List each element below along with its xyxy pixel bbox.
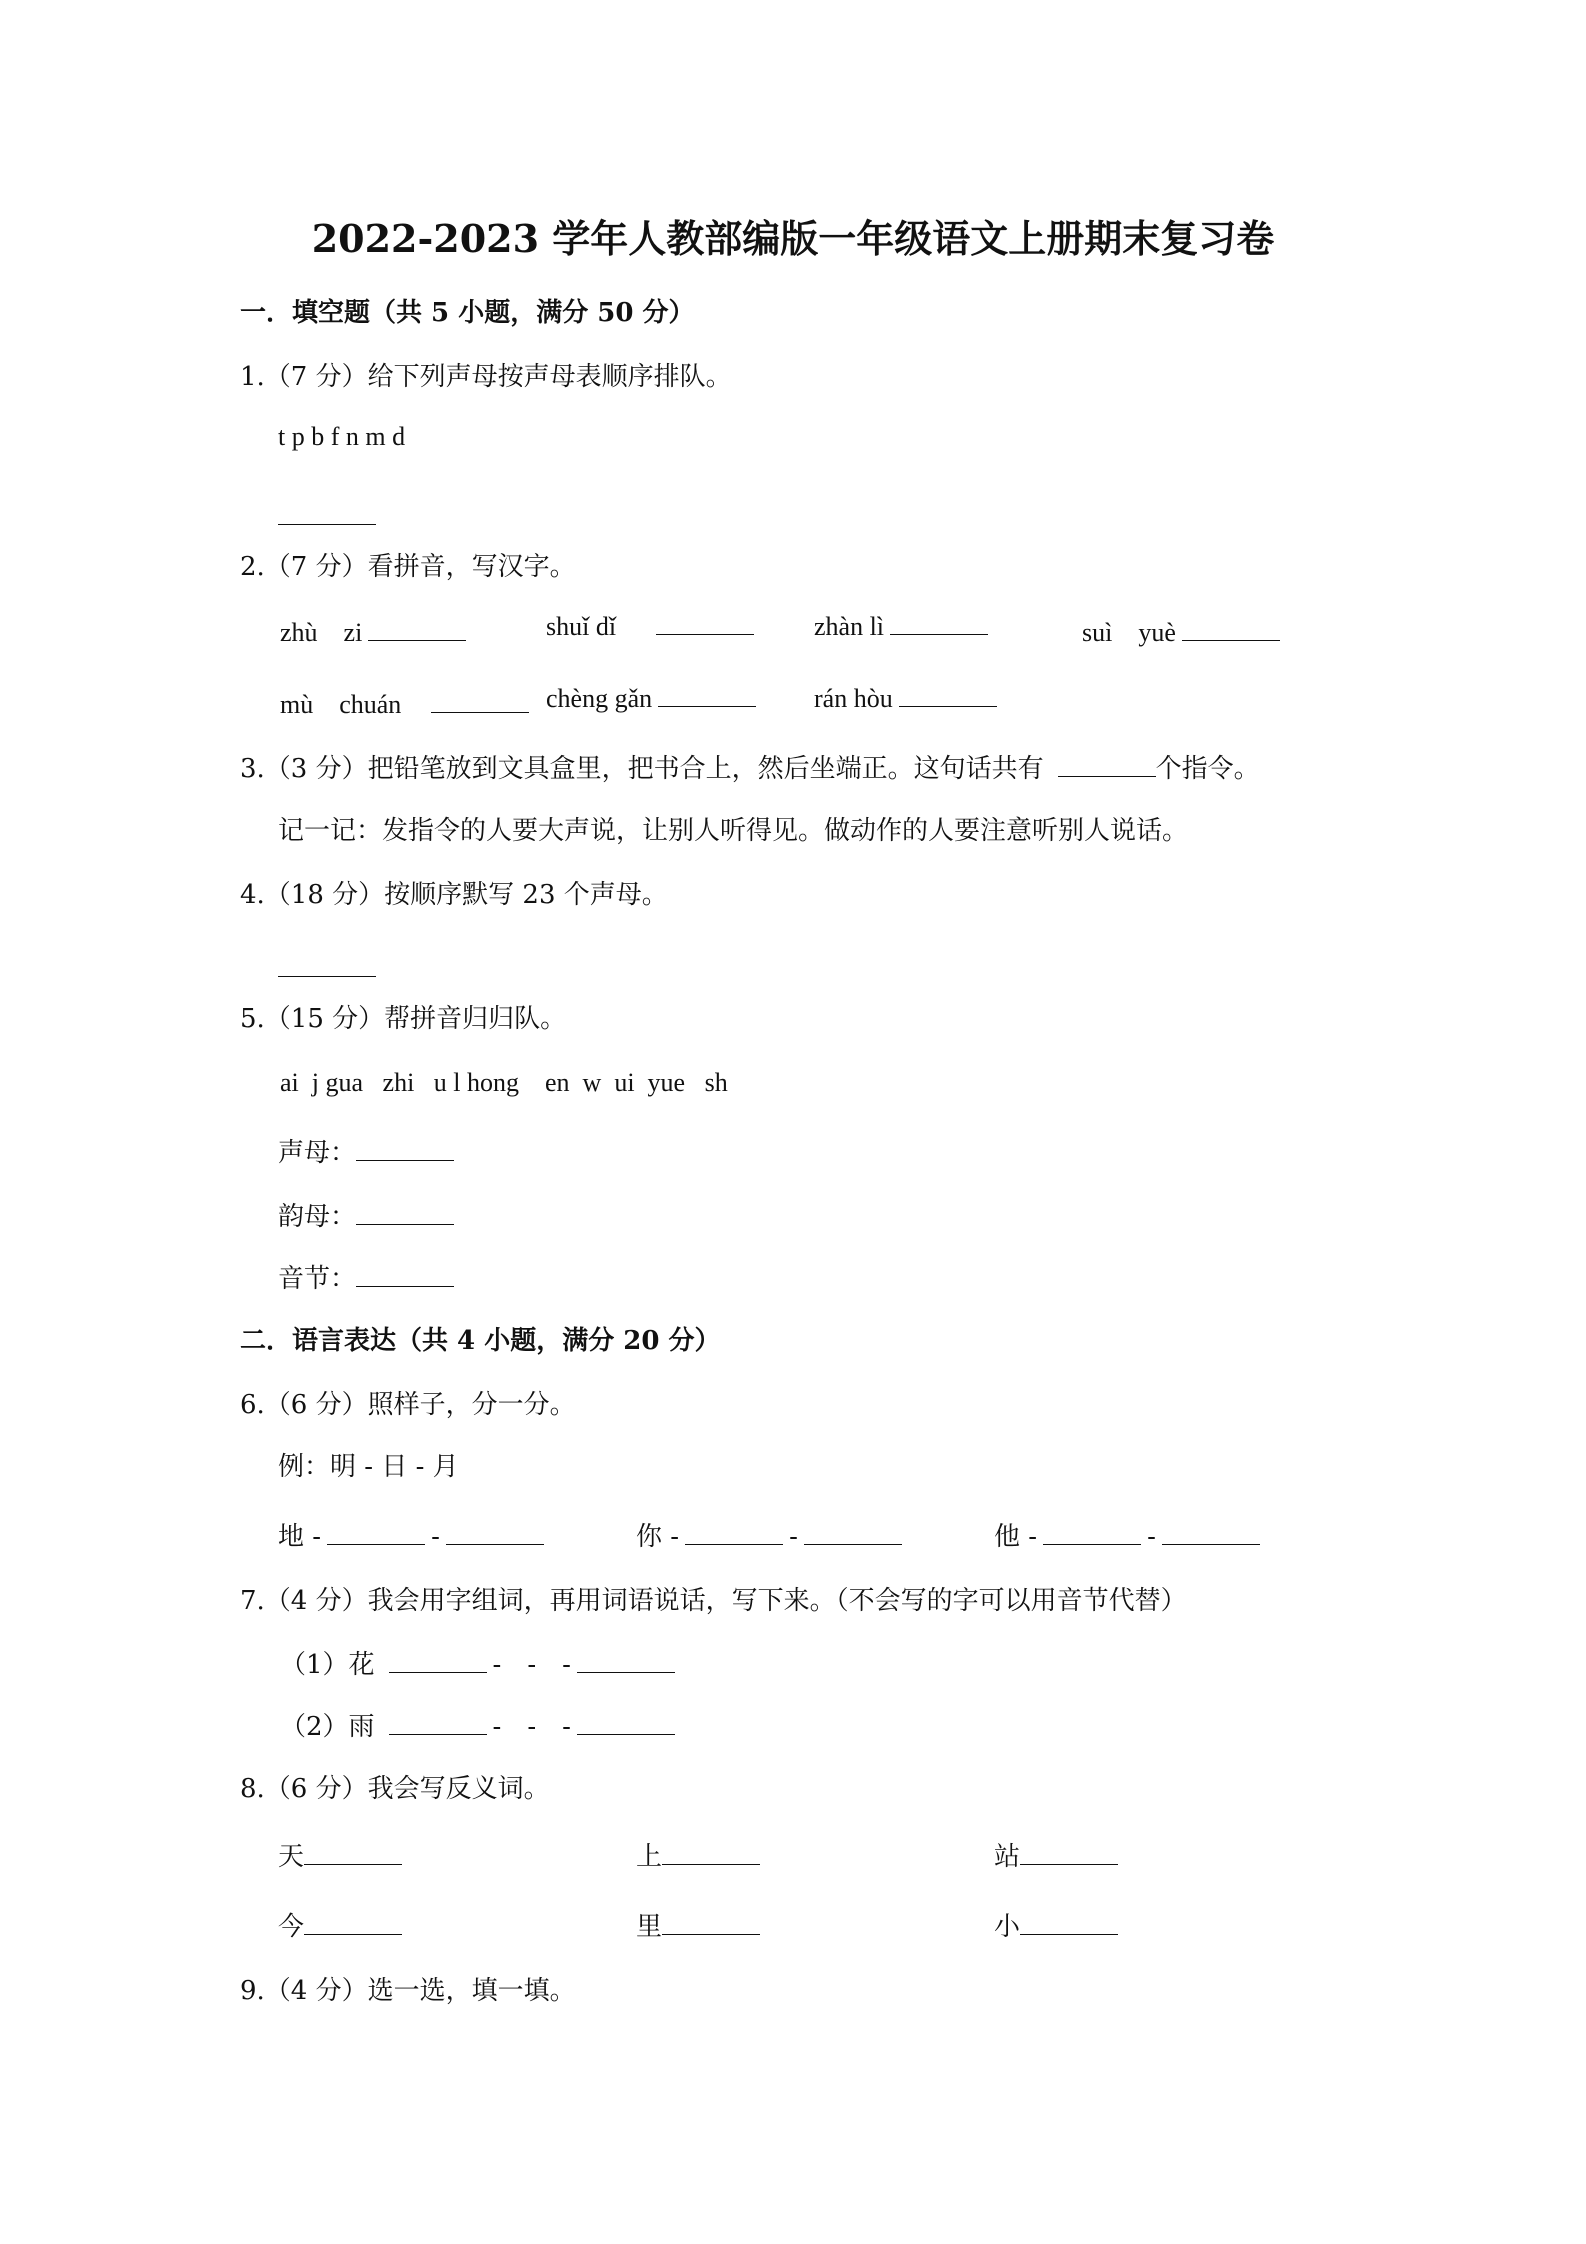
answer-blank[interactable] bbox=[804, 1544, 902, 1545]
antonym-item: 里 bbox=[636, 1906, 760, 1943]
split-item: 他 - - bbox=[994, 1516, 1266, 1553]
question-8-stem: 8.（6 分）我会写反义词。 bbox=[240, 1774, 550, 1804]
question-5-stem: 5.（15 分）帮拼音归归队。 bbox=[240, 1004, 567, 1034]
antonym-item: 上 bbox=[636, 1836, 760, 1873]
question-1-letters: t p b f n m d bbox=[278, 422, 406, 451]
answer-blank[interactable] bbox=[890, 634, 988, 635]
answer-blank[interactable] bbox=[1162, 1544, 1260, 1545]
answer-blank[interactable] bbox=[1020, 1864, 1118, 1865]
answer-blank[interactable] bbox=[1182, 640, 1280, 641]
answer-blank[interactable] bbox=[577, 1734, 675, 1735]
pinyin-item: mù chuán bbox=[280, 684, 535, 721]
question-7-stem: 7.（4 分）我会用字组词，再用词语说话，写下来。（不会写的字可以用音节代替） bbox=[240, 1586, 1187, 1616]
pinyin-item: suì yuè bbox=[1082, 612, 1286, 649]
pinyin-item: shuǐ dǐ bbox=[546, 612, 760, 642]
answer-blank[interactable] bbox=[304, 1934, 402, 1935]
word-item: （2）雨 - - - bbox=[280, 1706, 681, 1743]
answer-blank[interactable] bbox=[662, 1934, 760, 1935]
pinyin-item: rán hòu bbox=[814, 684, 1003, 714]
answer-blank[interactable] bbox=[656, 634, 754, 635]
split-item: 你 - - bbox=[636, 1516, 908, 1553]
answer-blank[interactable] bbox=[389, 1672, 487, 1673]
section-1-heading: 一．填空题（共 5 小题，满分 50 分） bbox=[240, 298, 695, 328]
antonym-item: 天 bbox=[278, 1836, 402, 1873]
page-title: 2022-2023 学年人教部编版一年级语文上册期末复习卷 bbox=[311, 216, 1275, 261]
question-2-stem: 2.（7 分）看拼音，写汉字。 bbox=[240, 552, 576, 582]
pinyin-item: zhù zi bbox=[280, 612, 472, 649]
word-item: （1）花 - - - bbox=[280, 1644, 681, 1681]
answer-line-yinjie: 音节： bbox=[278, 1258, 454, 1295]
answer-blank[interactable] bbox=[368, 640, 466, 641]
answer-blank[interactable] bbox=[356, 1224, 454, 1225]
antonym-item: 小 bbox=[994, 1906, 1118, 1943]
answer-blank[interactable] bbox=[304, 1864, 402, 1865]
question-1-stem: 1.（7 分）给下列声母按声母表顺序排队。 bbox=[240, 362, 732, 392]
answer-blank[interactable] bbox=[389, 1734, 487, 1735]
answer-blank[interactable] bbox=[1058, 776, 1156, 777]
answer-blank[interactable] bbox=[327, 1544, 425, 1545]
question-5-items: ai j gua zhi u l hong en w ui yue sh bbox=[280, 1068, 728, 1097]
split-item: 地 - - bbox=[278, 1516, 550, 1553]
antonym-item: 今 bbox=[278, 1906, 402, 1943]
pinyin-item: chèng gǎn bbox=[546, 684, 762, 714]
pinyin-item: zhàn lì bbox=[814, 612, 994, 642]
answer-blank[interactable] bbox=[577, 1672, 675, 1673]
answer-blank[interactable] bbox=[356, 1286, 454, 1287]
answer-blank[interactable] bbox=[1043, 1544, 1141, 1545]
section-2-heading: 二．语言表达（共 4 小题，满分 20 分） bbox=[240, 1326, 721, 1356]
answer-blank[interactable] bbox=[658, 706, 756, 707]
question-6-stem: 6.（6 分）照样子，分一分。 bbox=[240, 1390, 576, 1420]
answer-blank[interactable] bbox=[899, 706, 997, 707]
answer-blank[interactable] bbox=[1020, 1934, 1118, 1935]
question-4-stem: 4.（18 分）按顺序默写 23 个声母。 bbox=[240, 880, 668, 910]
answer-line-yunmu: 韵母： bbox=[278, 1196, 454, 1233]
antonym-item: 站 bbox=[994, 1836, 1118, 1873]
question-1-answer-blank[interactable] bbox=[278, 510, 376, 529]
answer-blank[interactable] bbox=[446, 1544, 544, 1545]
question-3-note: 记一记：发指令的人要大声说，让别人听得见。做动作的人要注意听别人说话。 bbox=[278, 816, 1189, 846]
question-6-example: 例：明 - 日 - 月 bbox=[278, 1452, 459, 1482]
question-3-stem: 3.（3 分）把铅笔放到文具盒里，把书合上，然后坐端正。这句话共有 个指令。 bbox=[240, 754, 1260, 784]
answer-blank[interactable] bbox=[685, 1544, 783, 1545]
answer-blank[interactable] bbox=[431, 712, 529, 713]
question-9-stem: 9.（4 分）选一选，填一填。 bbox=[240, 1976, 576, 2006]
answer-line-shengmu: 声母： bbox=[278, 1132, 454, 1169]
answer-blank[interactable] bbox=[356, 1160, 454, 1161]
answer-blank[interactable] bbox=[662, 1864, 760, 1865]
question-4-answer-blank[interactable] bbox=[278, 962, 376, 981]
